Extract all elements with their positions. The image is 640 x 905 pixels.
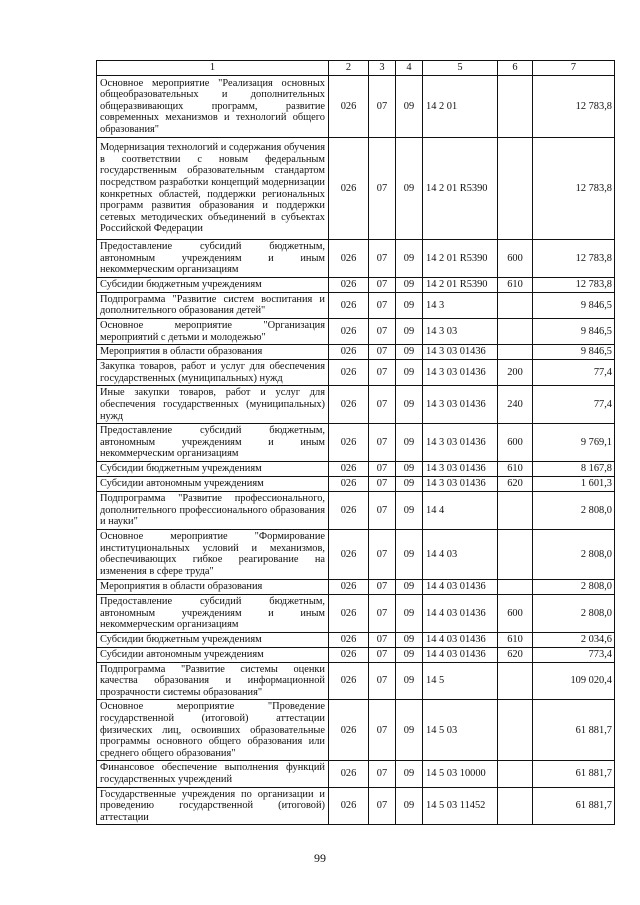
row-ministry-code: 026 [329,345,369,360]
row-amount: 9 846,5 [533,345,615,360]
row-amount: 2 808,0 [533,579,615,594]
row-ministry-code: 026 [329,277,369,292]
row-name: Государственные учреждения по организации и проведению государственной (итоговой) аттестации [97,787,329,825]
row-target-article: 14 3 [423,292,498,318]
row-section-code: 07 [369,386,396,424]
header-cell-4: 4 [396,61,423,76]
row-section-code: 07 [369,76,396,138]
row-ministry-code: 026 [329,579,369,594]
row-ministry-code: 026 [329,787,369,825]
row-section-code: 07 [369,632,396,647]
row-expense-type: 620 [498,476,533,491]
row-name: Субсидии бюджетным учреждениям [97,632,329,647]
row-subsection-code: 09 [396,632,423,647]
row-name: Основное мероприятие "Организация мероприятий с детьми и молодежью" [97,318,329,344]
row-target-article: 14 3 03 [423,318,498,344]
row-amount: 2 808,0 [533,491,615,529]
row-expense-type: 610 [498,277,533,292]
row-section-code: 07 [369,318,396,344]
row-amount: 9 846,5 [533,292,615,318]
row-expense-type [498,761,533,787]
row-subsection-code: 09 [396,318,423,344]
row-subsection-code: 09 [396,461,423,476]
row-ministry-code: 026 [329,476,369,491]
row-subsection-code: 09 [396,761,423,787]
table-row [97,345,615,360]
row-expense-type: 620 [498,647,533,662]
row-section-code: 07 [369,579,396,594]
row-section-code: 07 [369,424,396,462]
row-subsection-code: 09 [396,277,423,292]
row-name: Мероприятия в области образования [97,345,329,360]
table-row [97,424,615,462]
row-amount: 61 881,7 [533,761,615,787]
table-row [97,461,615,476]
header-cell-2: 2 [329,61,369,76]
row-section-code: 07 [369,360,396,386]
row-name: Мероприятия в области образования [97,579,329,594]
row-name: Субсидии бюджетным учреждениям [97,277,329,292]
row-expense-type: 240 [498,386,533,424]
row-expense-type [498,529,533,579]
budget-table [96,60,615,825]
row-subsection-code: 09 [396,476,423,491]
row-ministry-code: 026 [329,386,369,424]
row-expense-type: 600 [498,424,533,462]
table-row [97,647,615,662]
row-target-article: 14 3 03 01436 [423,360,498,386]
table-row [97,318,615,344]
row-target-article: 14 3 03 01436 [423,476,498,491]
table-row [97,138,615,240]
row-subsection-code: 09 [396,787,423,825]
row-target-article: 14 3 03 01436 [423,461,498,476]
row-name: Подпрограмма "Развитие системы оценки качества образования и информационной прозрачности системы образования" [97,662,329,700]
row-section-code: 07 [369,662,396,700]
row-name: Основное мероприятие "Реализация основных общеобразовательных и дополнительных общеразвивающих программ, развитие современных механизмов и технологий общего образования" [97,76,329,138]
row-name: Финансовое обеспечение выполнения функций государственных учреждений [97,761,329,787]
row-amount: 12 783,8 [533,277,615,292]
row-target-article: 14 4 03 01436 [423,579,498,594]
row-target-article: 14 5 03 11452 [423,787,498,825]
row-expense-type [498,662,533,700]
row-expense-type: 610 [498,461,533,476]
page-number: 99 [314,851,326,865]
table-row [97,277,615,292]
row-ministry-code: 026 [329,292,369,318]
row-section-code: 07 [369,138,396,240]
row-expense-type: 600 [498,594,533,632]
row-subsection-code: 09 [396,292,423,318]
row-name: Иные закупки товаров, работ и услуг для обеспечения государственных (муниципальных) нужд [97,386,329,424]
row-target-article: 14 4 03 01436 [423,632,498,647]
row-subsection-code: 09 [396,700,423,761]
row-target-article: 14 3 03 01436 [423,424,498,462]
row-ministry-code: 026 [329,700,369,761]
row-amount: 9 846,5 [533,318,615,344]
row-ministry-code: 026 [329,318,369,344]
row-expense-type [498,700,533,761]
row-ministry-code: 026 [329,240,369,278]
row-section-code: 07 [369,529,396,579]
row-subsection-code: 09 [396,529,423,579]
row-amount: 77,4 [533,386,615,424]
row-section-code: 07 [369,491,396,529]
table-body [97,76,615,825]
row-subsection-code: 09 [396,240,423,278]
row-name: Модернизация технологий и содержания обучения в соответствии с новым федеральным государственным образовательным стандартом посредством разработки концепций модернизации конкретных областей, поддержки региональных программ развития образования и поддержки сетевых методических объединений в субъектах Российской Федерации [97,138,329,240]
table-header [97,61,615,76]
row-ministry-code: 026 [329,360,369,386]
row-ministry-code: 026 [329,461,369,476]
row-section-code: 07 [369,647,396,662]
row-subsection-code: 09 [396,360,423,386]
header-cell-7: 7 [533,61,615,76]
row-expense-type [498,292,533,318]
row-name: Подпрограмма "Развитие профессионального, дополнительного профессионального образования и науки" [97,491,329,529]
table-row [97,700,615,761]
row-section-code: 07 [369,476,396,491]
row-expense-type: 610 [498,632,533,647]
row-ministry-code: 026 [329,647,369,662]
row-name: Закупка товаров, работ и услуг для обеспечения государственных (муниципальных) нужд [97,360,329,386]
row-name: Предоставление субсидий бюджетным, автономным учреждениям и иным некоммерческим организациям [97,594,329,632]
row-section-code: 07 [369,292,396,318]
row-target-article: 14 5 03 10000 [423,761,498,787]
row-amount: 1 601,3 [533,476,615,491]
row-subsection-code: 09 [396,386,423,424]
row-section-code: 07 [369,240,396,278]
row-amount: 12 783,8 [533,138,615,240]
row-amount: 12 783,8 [533,76,615,138]
table-row [97,491,615,529]
row-name: Основное мероприятие "Проведение государственной (итоговой) аттестации физических лиц, освоивших образовательные программы основного общего образования или среднего общего образования" [97,700,329,761]
table-row [97,476,615,491]
row-amount: 61 881,7 [533,700,615,761]
row-section-code: 07 [369,461,396,476]
row-amount: 9 769,1 [533,424,615,462]
row-target-article: 14 3 03 01436 [423,345,498,360]
row-target-article: 14 4 [423,491,498,529]
row-ministry-code: 026 [329,76,369,138]
row-amount: 12 783,8 [533,240,615,278]
row-section-code: 07 [369,594,396,632]
row-name: Предоставление субсидий бюджетным, автономным учреждениям и иным некоммерческим организациям [97,424,329,462]
row-name: Подпрограмма "Развитие систем воспитания и дополнительного образования детей" [97,292,329,318]
row-target-article: 14 5 [423,662,498,700]
table-row [97,240,615,278]
row-ministry-code: 026 [329,529,369,579]
row-ministry-code: 026 [329,491,369,529]
row-section-code: 07 [369,345,396,360]
row-target-article: 14 2 01 R5390 [423,277,498,292]
row-ministry-code: 026 [329,761,369,787]
row-amount: 8 167,8 [533,461,615,476]
row-section-code: 07 [369,761,396,787]
row-ministry-code: 026 [329,424,369,462]
row-expense-type [498,76,533,138]
row-name: Субсидии автономным учреждениям [97,647,329,662]
row-subsection-code: 09 [396,76,423,138]
row-section-code: 07 [369,700,396,761]
row-target-article: 14 2 01 R5390 [423,240,498,278]
table-row [97,386,615,424]
header-cell-5: 5 [423,61,498,76]
row-expense-type [498,318,533,344]
row-expense-type: 600 [498,240,533,278]
row-subsection-code: 09 [396,491,423,529]
row-expense-type [498,138,533,240]
table-row [97,292,615,318]
table-row [97,787,615,825]
row-subsection-code: 09 [396,647,423,662]
row-amount: 2 808,0 [533,594,615,632]
row-subsection-code: 09 [396,579,423,594]
table-row [97,579,615,594]
header-row [97,61,615,76]
row-target-article: 14 4 03 01436 [423,647,498,662]
row-ministry-code: 026 [329,662,369,700]
row-amount: 2 034,6 [533,632,615,647]
row-ministry-code: 026 [329,138,369,240]
row-amount: 109 020,4 [533,662,615,700]
row-target-article: 14 4 03 01436 [423,594,498,632]
row-expense-type [498,345,533,360]
header-cell-3: 3 [369,61,396,76]
row-target-article: 14 5 03 [423,700,498,761]
row-expense-type: 200 [498,360,533,386]
row-section-code: 07 [369,277,396,292]
row-target-article: 14 2 01 R5390 [423,138,498,240]
table-row [97,594,615,632]
table-row [97,76,615,138]
row-name: Предоставление субсидий бюджетным, автономным учреждениям и иным некоммерческим организациям [97,240,329,278]
table-row [97,360,615,386]
row-subsection-code: 09 [396,594,423,632]
row-amount: 61 881,7 [533,787,615,825]
row-subsection-code: 09 [396,424,423,462]
row-target-article: 14 2 01 [423,76,498,138]
row-expense-type [498,787,533,825]
row-amount: 2 808,0 [533,529,615,579]
row-target-article: 14 3 03 01436 [423,386,498,424]
row-ministry-code: 026 [329,594,369,632]
header-cell-6: 6 [498,61,533,76]
row-target-article: 14 4 03 [423,529,498,579]
table-row [97,632,615,647]
table-row [97,761,615,787]
row-subsection-code: 09 [396,662,423,700]
row-amount: 77,4 [533,360,615,386]
row-section-code: 07 [369,787,396,825]
row-ministry-code: 026 [329,632,369,647]
table-row [97,529,615,579]
header-cell-1: 1 [97,61,329,76]
row-subsection-code: 09 [396,138,423,240]
row-name: Субсидии автономным учреждениям [97,476,329,491]
row-name: Основное мероприятие "Формирование институциональных условий и механизмов, обеспечивающих гибкое реагирование на изменения в сфере труда" [97,529,329,579]
table-row [97,662,615,700]
row-name: Субсидии бюджетным учреждениям [97,461,329,476]
row-amount: 773,4 [533,647,615,662]
row-expense-type [498,579,533,594]
row-expense-type [498,491,533,529]
row-subsection-code: 09 [396,345,423,360]
